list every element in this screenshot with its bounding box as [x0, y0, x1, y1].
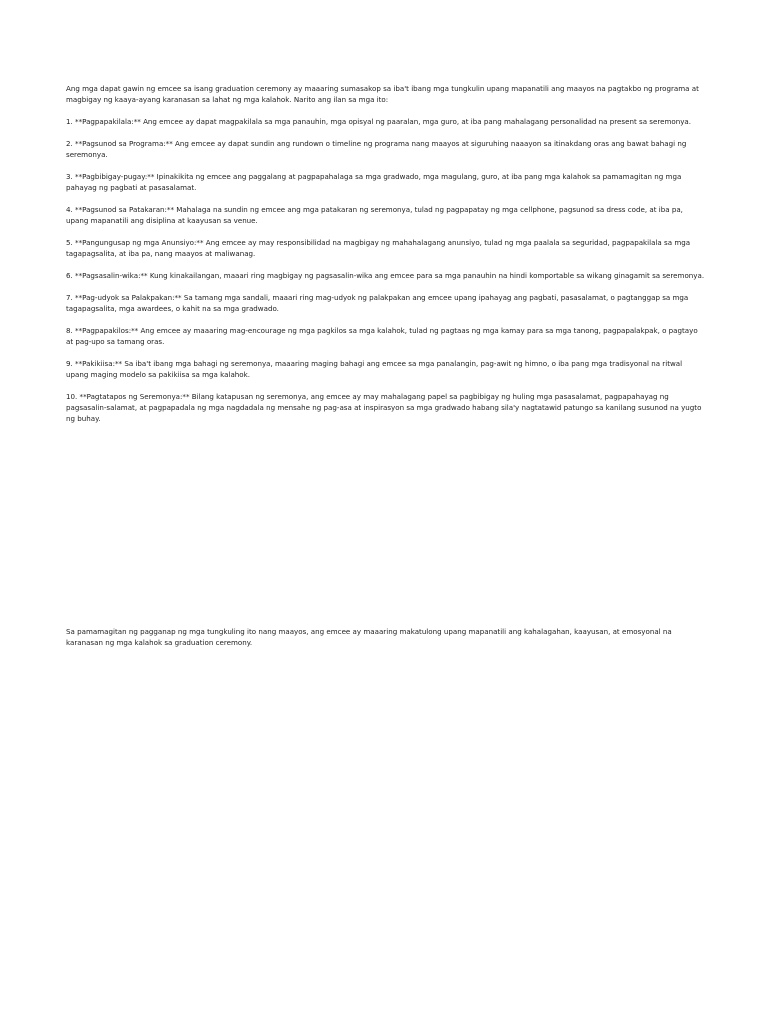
document-body	[66, 83, 706, 435]
list-item-pag-udyok-sa-palakpakan: 7. **Pag-udyok sa Palakpakan:** Sa tamang mga sandali, maaari ring mag-udyok ng palakpakan ang emcee upang ipahayag ang pagbati, pasasalamat, o pagtanggap sa mga tagapagsalita, mga awardees, o kahit na sa mga gradwado.	[66, 293, 689, 313]
closing-section	[66, 626, 706, 659]
list-item-pagtatapos-ng-seremonya: 10. **Pagtatapos ng Seremonya:** Bilang katapusan ng seremonya, ang emcee ay may mahalagang papel sa pagbibigay ng huling mga pasasalamat, pagpapahayag ng pagsasalin-salamat, at pagpapadala ng mga nagdadala ng mensahe ng pag-asa at inspirasyon sa mga gradwado habang sila'y nagtatawid patungo sa kanilang susunod na yugto ng buhay.	[66, 392, 702, 423]
list-item-pagsunod-sa-patakaran: 4. **Pagsunod sa Patakaran:** Mahalaga na sundin ng emcee ang mga patakaran ng seremonya, tulad ng pagpapatay ng mga cellphone, pagsunod sa dress code, at iba pa, upang mapanatili ang disiplina at kaayusan sa venue.	[66, 205, 683, 225]
list-item-pagsunod-sa-programa: 2. **Pagsunod sa Programa:** Ang emcee ay dapat sundin ang rundown o timeline ng programa nang maayos at siguruhing naaayon sa itinakdang oras ang bawat bahagi ng seremonya.	[66, 139, 687, 159]
list-item-pagsasalin-wika: 6. **Pagsasalin-wika:** Kung kinakailangan, maaari ring magbigay ng pagsasalin-wika ang emcee para sa mga panauhin na hindi komportable sa wikang ginagamit sa seremonya.	[66, 271, 705, 280]
list-item-pagbibigay-pugay: 3. **Pagbibigay-pugay:** Ipinakikita ng emcee ang paggalang at pagpapahalaga sa mga gradwado, mga magulang, guro, at iba pang mga kalahok sa pamamagitan ng mga pahayag ng pagbati at pasasalamat.	[66, 172, 682, 192]
list-item-pagpapakilos: 8. **Pagpapakilos:** Ang emcee ay maaaring mag-encourage ng mga pagkilos sa mga kalahok, tulad ng pagtaas ng mga kamay para sa mga tanong, pagpapalakpak, o pagtayo at pag-upo sa tamang oras.	[66, 326, 698, 346]
list-item-pangungusap-ng-anunsiyo: 5. **Pangungusap ng mga Anunsiyo:** Ang emcee ay may responsibilidad na magbigay ng mahahalagang anunsiyo, tulad ng mga paalala sa seguridad, pagpapakilala sa mga tagapagsalita, at iba pa, nang maayos at maliwanag.	[66, 238, 691, 258]
list-item-pakikiisa: 9. **Pakikiisa:** Sa iba't ibang mga bahagi ng seremonya, maaaring maging bahagi ang emcee sa mga panalangin, pag-awit ng himno, o iba pang mga tradisyonal na ritwal upang maging modelo sa pakikiisa sa mga kalahok.	[66, 359, 683, 379]
closing-paragraph: Sa pamamagitan ng pagganap ng mga tungkuling ito nang maayos, ang emcee ay maaaring makatulong upang mapanatili ang kahalagahan, kaayusan, at emosyonal na karanasan ng mga kalahok sa graduation ceremony.	[66, 627, 672, 647]
intro-paragraph: Ang mga dapat gawin ng emcee sa isang graduation ceremony ay maaaring sumasakop sa iba't ibang mga tungkulin upang mapanatili ang maayos na pagtakbo ng programa at magbigay ng kaaya-ayang karanasan sa lahat ng mga kalahok. Narito ang ilan sa mga ito:	[66, 84, 699, 104]
list-item-pagpapakilala: 1. **Pagpapakilala:** Ang emcee ay dapat magpakilala sa mga panauhin, mga opisyal ng paaralan, mga guro, at iba pang mahalagang personalidad na present sa seremonya.	[66, 117, 692, 126]
